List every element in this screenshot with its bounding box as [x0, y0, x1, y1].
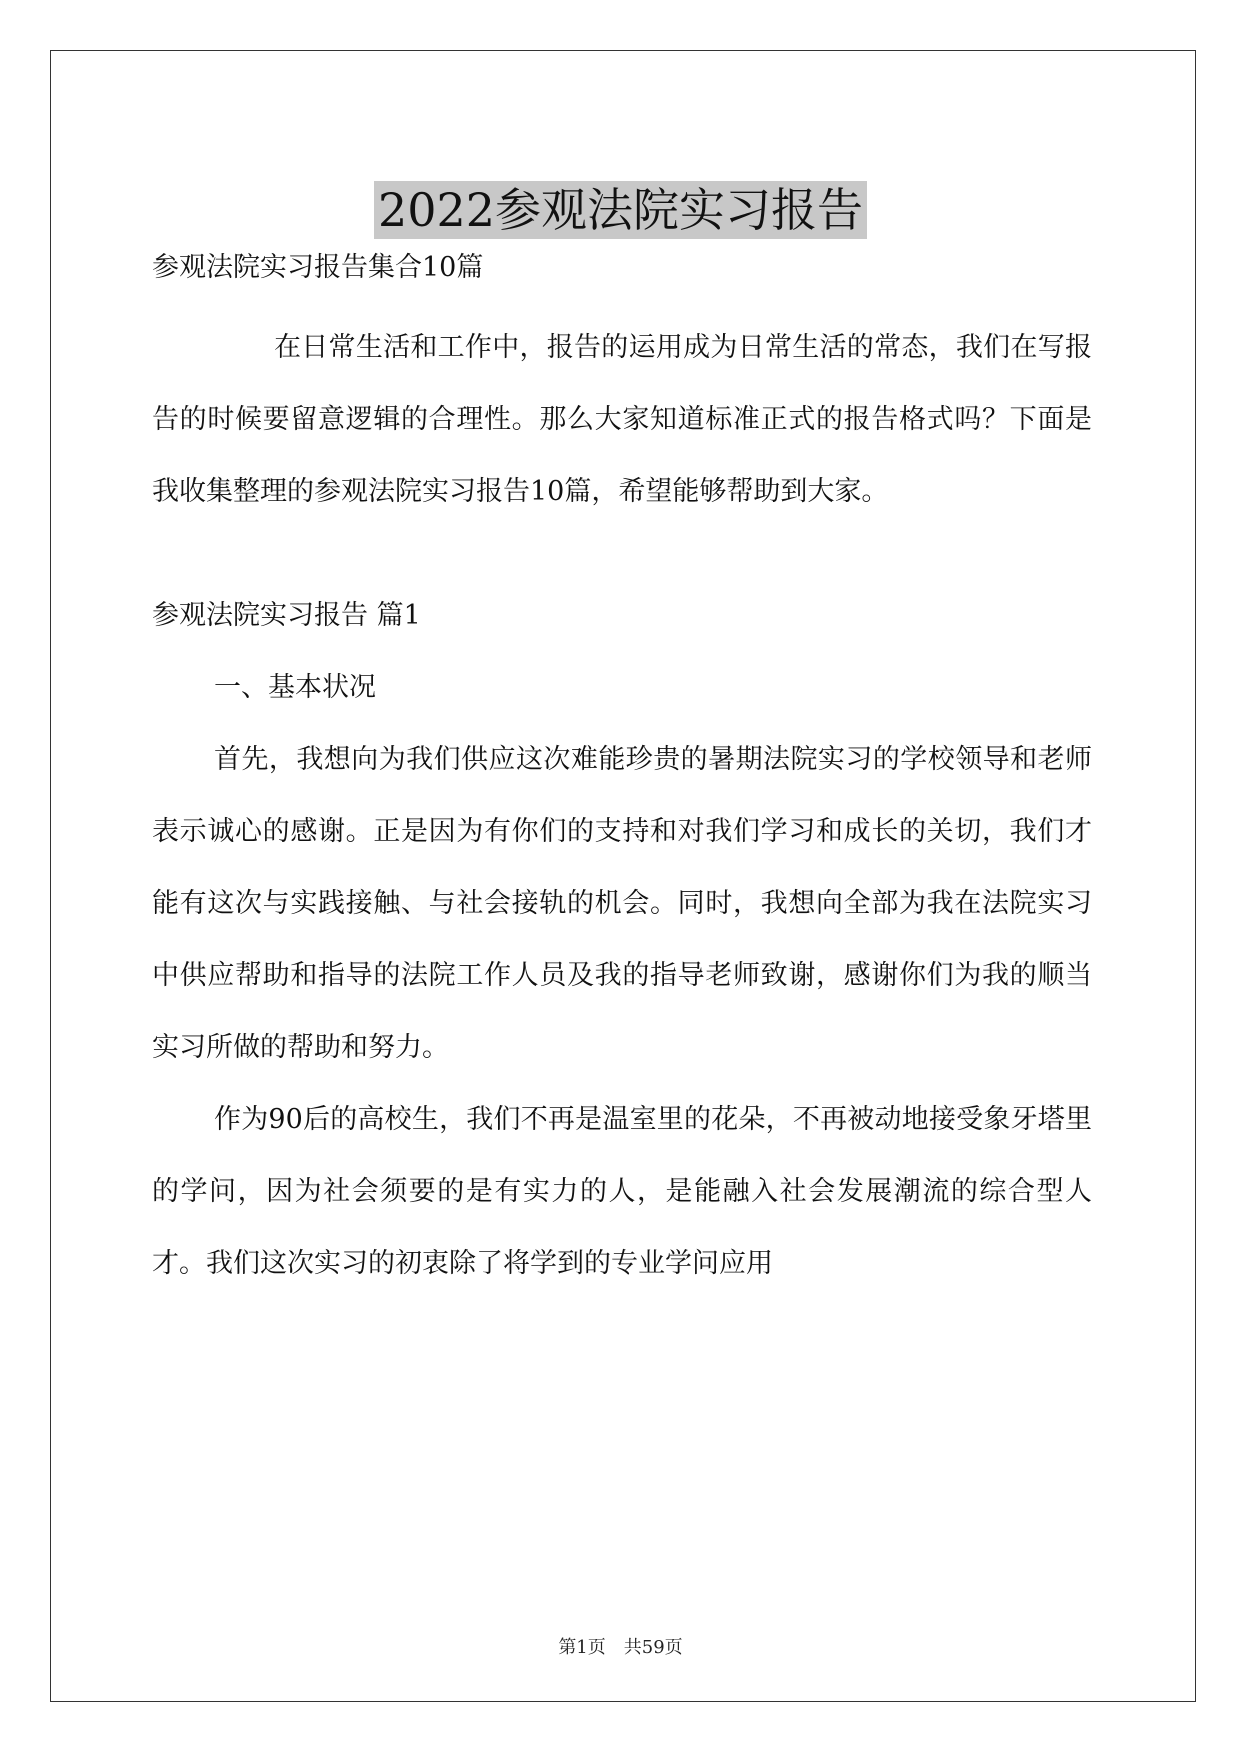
document-title: 2022参观法院实习报告: [374, 181, 867, 239]
page-number: 第1页 共59页: [558, 1637, 683, 1658]
document-body: [152, 232, 1092, 1300]
intro-paragraph: 在日常生活和工作中，报告的运用成为日常生活的常态，我们在写报告的时候要留意逻辑的合理性。那么大家知道标准正式的报告格式吗？下面是我收集整理的参观法院实习报告10篇，希望能够帮助到大家。: [152, 332, 1092, 507]
sub-heading: 一、基本状况: [214, 672, 376, 703]
body-paragraph-1: 首先，我想向为我们供应这次难能珍贵的暑期法院实习的学校领导和老师表示诚心的感谢。正是因为有你们的支持和对我们学习和成长的关切，我们才能有这次与实践接触、与社会接轨的机会。同时，我想向全部为我在法院实习中供应帮助和指导的法院工作人员及我的指导老师致谢，感谢你们为我的顺当实习所做的帮助和努力。: [152, 744, 1092, 1063]
document-subtitle: 参观法院实习报告集合10篇: [152, 252, 484, 283]
section-heading: 参观法院实习报告 篇1: [152, 600, 421, 631]
body-paragraph-2: 作为90后的高校生，我们不再是温室里的花朵，不再被动地接受象牙塔里的学问，因为社会须要的是有实力的人，是能融入社会发展潮流的综合型人才。我们这次实习的初衷除了将学到的专业学问应用: [152, 1104, 1092, 1279]
